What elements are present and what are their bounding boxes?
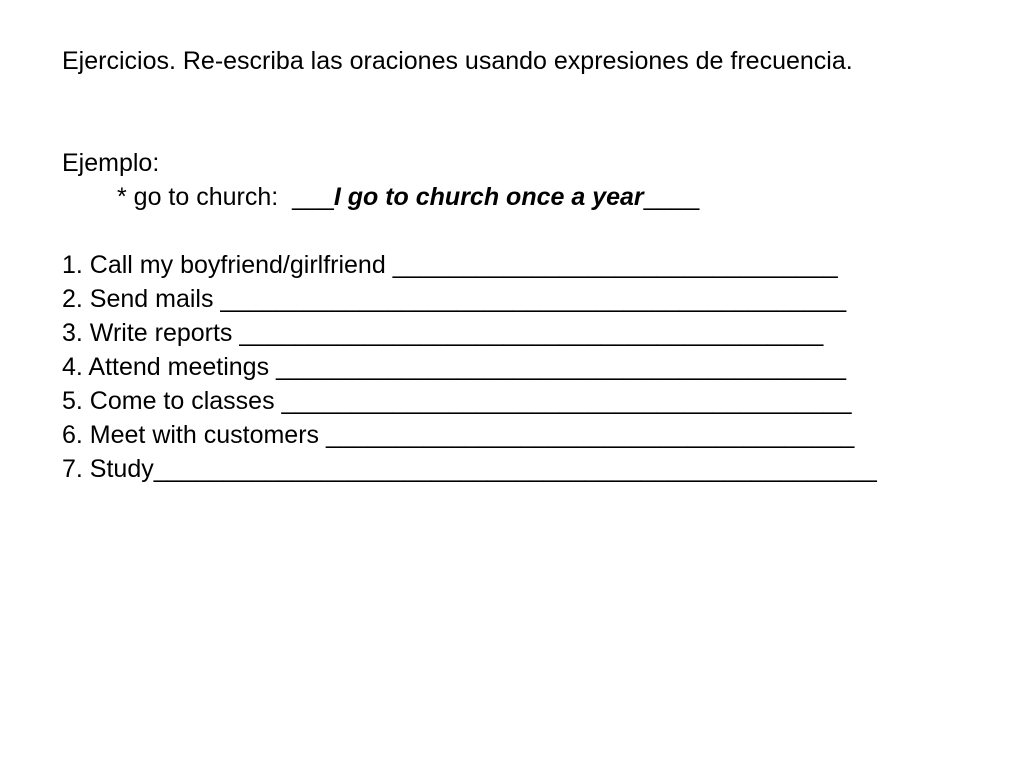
exercise-item	[62, 418, 1002, 452]
exercise-list	[62, 248, 1002, 486]
exercise-text: 5. Come to classes	[62, 387, 282, 415]
spacer	[62, 78, 1002, 146]
exercise-blank: _________________________________________	[276, 353, 847, 381]
exercise-text: 3. Write reports	[62, 319, 240, 347]
exercise-text: 2. Send mails	[62, 285, 221, 313]
worksheet	[62, 44, 1002, 486]
example-blank-after: ____	[643, 183, 700, 211]
exercise-blank: _________________________________________	[281, 387, 852, 415]
exercise-blank: __________________________________________	[239, 319, 824, 347]
instructions: Ejercicios. Re-escriba las oraciones usando expresiones de frecuencia.	[62, 47, 853, 75]
exercise-text: 1. Call my boyfriend/girlfriend	[62, 251, 393, 279]
example-heading: Ejemplo:	[62, 149, 160, 177]
exercise-text: 7. Study	[62, 455, 154, 483]
example-blank-before: ___	[292, 183, 334, 211]
exercise-item	[62, 384, 1002, 418]
example-prompt: * go to church:	[117, 183, 293, 211]
exercise-text: 6. Meet with customers	[62, 421, 326, 449]
exercise-item	[62, 282, 1002, 316]
exercise-blank: ____________________________________________________	[153, 455, 877, 483]
exercise-item	[62, 248, 1002, 282]
spacer	[62, 214, 1002, 248]
exercise-blank: ________________________________	[392, 251, 838, 279]
exercise-blank: _____________________________________________	[220, 285, 847, 313]
exercise-item	[62, 452, 1002, 486]
exercise-text: 4. Attend meetings	[62, 353, 277, 381]
exercise-item	[62, 316, 1002, 350]
exercise-blank: ______________________________________	[325, 421, 855, 449]
example-line	[62, 180, 1002, 214]
example-answer: I go to church once a year	[333, 183, 644, 211]
exercise-item	[62, 350, 1002, 384]
